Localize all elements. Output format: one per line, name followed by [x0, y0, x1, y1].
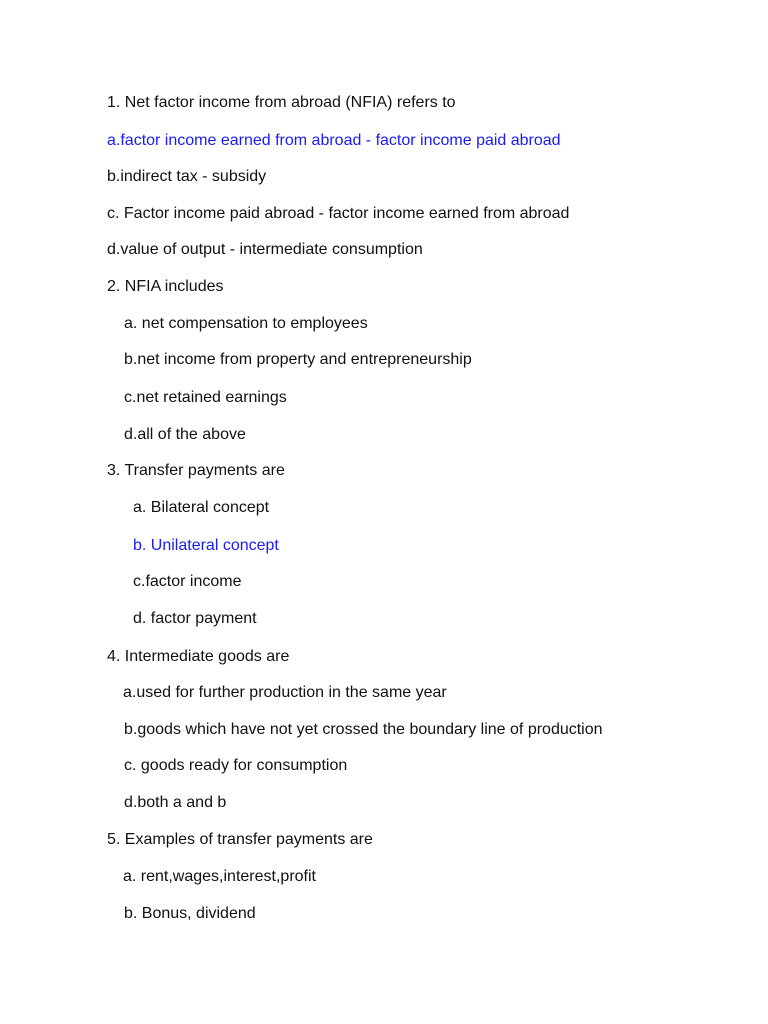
question-4-option-c: c. goods ready for consumption — [124, 757, 348, 774]
question-5-stem: 5. Examples of transfer payments are — [107, 831, 373, 848]
question-3-option-d: d. factor payment — [133, 610, 257, 627]
question-5-option-b: b. Bonus, dividend — [124, 905, 256, 922]
question-5-option-a: a. rent,wages,interest,profit — [123, 868, 316, 885]
question-3-stem: 3. Transfer payments are — [107, 462, 285, 479]
question-1-stem: 1. Net factor income from abroad (NFIA) refers to — [107, 94, 456, 111]
question-3-option-b: b. Unilateral concept — [133, 537, 279, 554]
question-1-option-a: a.factor income earned from abroad - factor income paid abroad — [107, 132, 561, 149]
question-3-option-a: a. Bilateral concept — [133, 499, 270, 516]
question-1-option-c: c. Factor income paid abroad - factor income earned from abroad — [107, 205, 570, 222]
question-1-option-d: d.value of output - intermediate consumption — [107, 241, 423, 258]
question-4-stem: 4. Intermediate goods are — [107, 648, 290, 665]
question-4-option-a: a.used for further production in the same year — [123, 684, 447, 701]
question-2-stem: 2. NFIA includes — [107, 278, 224, 295]
question-1-option-b: b.indirect tax - subsidy — [107, 168, 267, 185]
question-2-option-d: d.all of the above — [124, 426, 246, 443]
question-4-option-b: b.goods which have not yet crossed the boundary line of production — [124, 721, 603, 738]
question-4-option-d: d.both a and b — [124, 794, 227, 811]
question-2-option-a: a. net compensation to employees — [124, 315, 368, 332]
question-3-option-c: c.factor income — [133, 573, 242, 590]
question-2-option-b: b.net income from property and entrepreneurship — [124, 351, 472, 368]
question-2-option-c: c.net retained earnings — [124, 389, 287, 406]
